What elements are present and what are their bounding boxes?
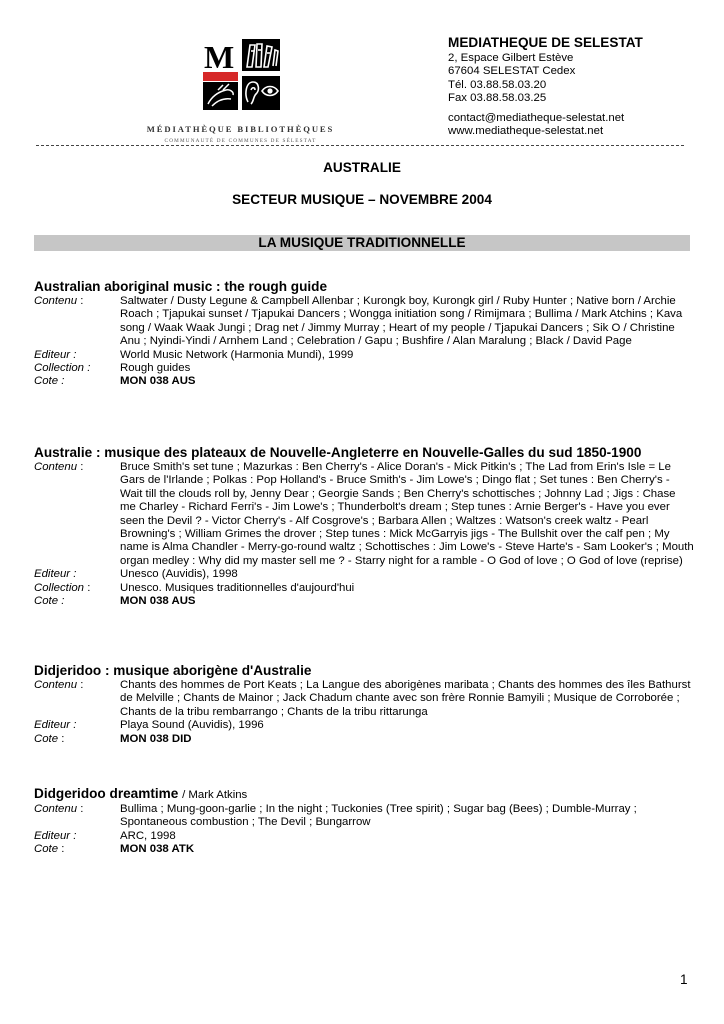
editeur-row	[34, 349, 694, 362]
editeur-row	[34, 719, 694, 732]
cote-label: Cote :	[34, 595, 65, 608]
record-didjeridoo-musique-aborigene	[34, 663, 694, 746]
contenu-row	[34, 679, 694, 719]
svg-text:M: M	[204, 39, 235, 75]
record-title: Australie : musique des plateaux de Nouvelle-Angleterre en Nouvelle-Galles du sud 1850-1900	[34, 445, 642, 460]
record-didgeridoo-dreamtime	[34, 786, 694, 857]
editeur-value: Unesco (Auvidis), 1998	[120, 568, 238, 581]
record-title: Australian aboriginal music : the rough guide	[34, 279, 328, 294]
cote-row	[34, 595, 694, 608]
contenu-label: Contenu :	[34, 295, 84, 307]
cote-value: MON 038 ATK	[120, 843, 195, 856]
editeur-label: Editeur :	[34, 348, 77, 361]
contenu-row	[34, 295, 694, 349]
record-author: / Mark Atkins	[182, 789, 248, 801]
cote-row	[34, 375, 694, 388]
record-title: Didgeridoo dreamtime	[34, 786, 179, 801]
collection-value: Rough guides	[120, 362, 191, 375]
cote-label: Cote :	[34, 843, 65, 856]
cote-value: MON 038 AUS	[120, 375, 196, 388]
cote-row	[34, 733, 694, 746]
contenu-value: Bruce Smith's set tune ; Mazurkas : Ben Cherry's - Alice Doran's - Mick Pitkin's ; The Lad from Erin's Isle = Le Gars de l'Irlande ; Polkas : Pop Holland's - Bruce Smith's - Jim Lowe's ; Dingo flat ; Set tunes : Ben Cherry's - Wait till the clouds roll by, Jenny Dear ; Georgie Sands ; Ben Cherry's schottisches ; Johnny Lad ; Jigs : Chase me Charley - Richard Ferri's - Jim Lowe's ; Thunderbolt's dream ; Step tunes : Arnie Berger's - Have you ever seen the Devil ? - Victor Cherry's - Alf Cosgrove's ; Barbara Allen ; Waltzes : Watson's creek waltz - Pearl Browning's ; William Grimes the drover ; Step tunes : Mick McGarryis jigs - The Bullshit over the calf pen ; My name is Alma Chandler - Merry-go-round waltz ; Schottisches : Jim Lowe's - Steve Harte's - Sam Looker's ; Mouth organ medley : Why did my master sell me ? - Starry night for a ramble - O God of love ; O God of love (reprise)	[120, 461, 694, 567]
editeur-label: Editeur :	[34, 829, 77, 842]
collection-value: Unesco. Musiques traditionnelles d'aujourd'hui	[120, 581, 355, 594]
contenu-value: Saltwater / Dusty Legune & Campbell Allenbar ; Kurongk boy, Kurongk girl / Ruby Hunter ; Native born / Archie Roach ; Tjapukai sunset / Tjapukai Dancers ; Wongga initiation song / Rimijmara ; Bullima / Mark Atchins ; Kava song / Waak Waak Jungi ; Drag net / Jimmy Murray ; Heart of my people / Tjapukai Dancers ; Sik O / Christine Anu ; Nyindi-Yindi / Arnhem Land ; Celebration / Gapu ; Bushfire / Alan Maralung ; Black / David Page	[120, 295, 683, 348]
logo-name: MÉDIATHÈQUE BIBLIOTHÈQUES	[146, 124, 335, 134]
address-line-1: 2, Espace Gilbert Estève	[448, 52, 574, 64]
record-title: Didjeridoo : musique aborigène d'Australie	[34, 663, 312, 678]
contenu-label: Contenu :	[34, 461, 84, 473]
cote-label: Cote :	[34, 375, 65, 388]
cote-value: MON 038 AUS	[120, 595, 196, 608]
editeur-value: Playa Sound (Auvidis), 1996	[120, 719, 264, 732]
header-divider	[36, 145, 684, 146]
org-name: MEDIATHEQUE DE SELESTAT	[448, 35, 643, 50]
address-block	[448, 35, 643, 138]
record-australian-aboriginal-music	[34, 279, 694, 389]
editeur-label: Editeur :	[34, 568, 77, 581]
email-link[interactable]: contact@mediatheque-selestat.net	[448, 111, 625, 124]
collection-row	[34, 362, 694, 375]
sector-title: SECTEUR MUSIQUE – NOVEMBRE 2004	[232, 192, 492, 207]
contenu-row	[34, 803, 694, 830]
editeur-row	[34, 568, 694, 581]
collection-label: Collection :	[34, 581, 91, 594]
record-title-line	[34, 786, 694, 803]
cote-value: MON 038 DID	[120, 732, 192, 745]
editeur-value: ARC, 1998	[120, 829, 176, 842]
contenu-row	[34, 461, 694, 568]
mediatheque-logo-icon	[200, 38, 284, 112]
editeur-label: Editeur :	[34, 719, 77, 732]
contenu-value: Chants des hommes de Port Keats ; La Langue des aborigènes maribata ; Chants des hommes des îles Bathurst de Melville ; Chants de Mainor ; Jack Chadum chante avec son frère Ronnie Bamyili ; Musique de Corroborée ; Chants de la tribu rembarrango ; Chants de la tribu rittarunga	[120, 679, 691, 718]
logo-subtitle: COMMUNAUTÉ DE COMMUNES DE SÉLESTAT	[164, 138, 317, 144]
section-heading: LA MUSIQUE TRADITIONNELLE	[34, 235, 690, 251]
library-logo	[138, 38, 343, 150]
collection-row	[34, 582, 694, 595]
contenu-label: Contenu :	[34, 803, 84, 815]
contenu-value: Bullima ; Mung-goon-garlie ; In the night ; Tuckonies (Tree spirit) ; Sugar bag (Bees) ; Dumble-Murray ; Spontaneous combustion ; The Devil ; Bungarrow	[120, 803, 637, 829]
collection-label: Collection :	[34, 362, 91, 375]
website-link[interactable]: www.mediatheque-selestat.net	[448, 125, 604, 138]
country-title: AUSTRALIE	[323, 160, 401, 175]
phone: Tél. 03.88.58.03.20	[448, 78, 547, 91]
editeur-value: World Music Network (Harmonia Mundi), 1999	[120, 348, 354, 361]
editeur-row	[34, 830, 694, 843]
record-australie-nouvelle-angleterre	[34, 445, 694, 608]
fax: Fax 03.88.58.03.25	[448, 92, 547, 105]
page-number: 1	[680, 972, 688, 987]
cote-row	[34, 843, 694, 856]
contenu-label: Contenu :	[34, 679, 84, 691]
address-line-2: 67604 SELESTAT Cedex	[448, 65, 576, 78]
cote-label: Cote :	[34, 732, 65, 745]
